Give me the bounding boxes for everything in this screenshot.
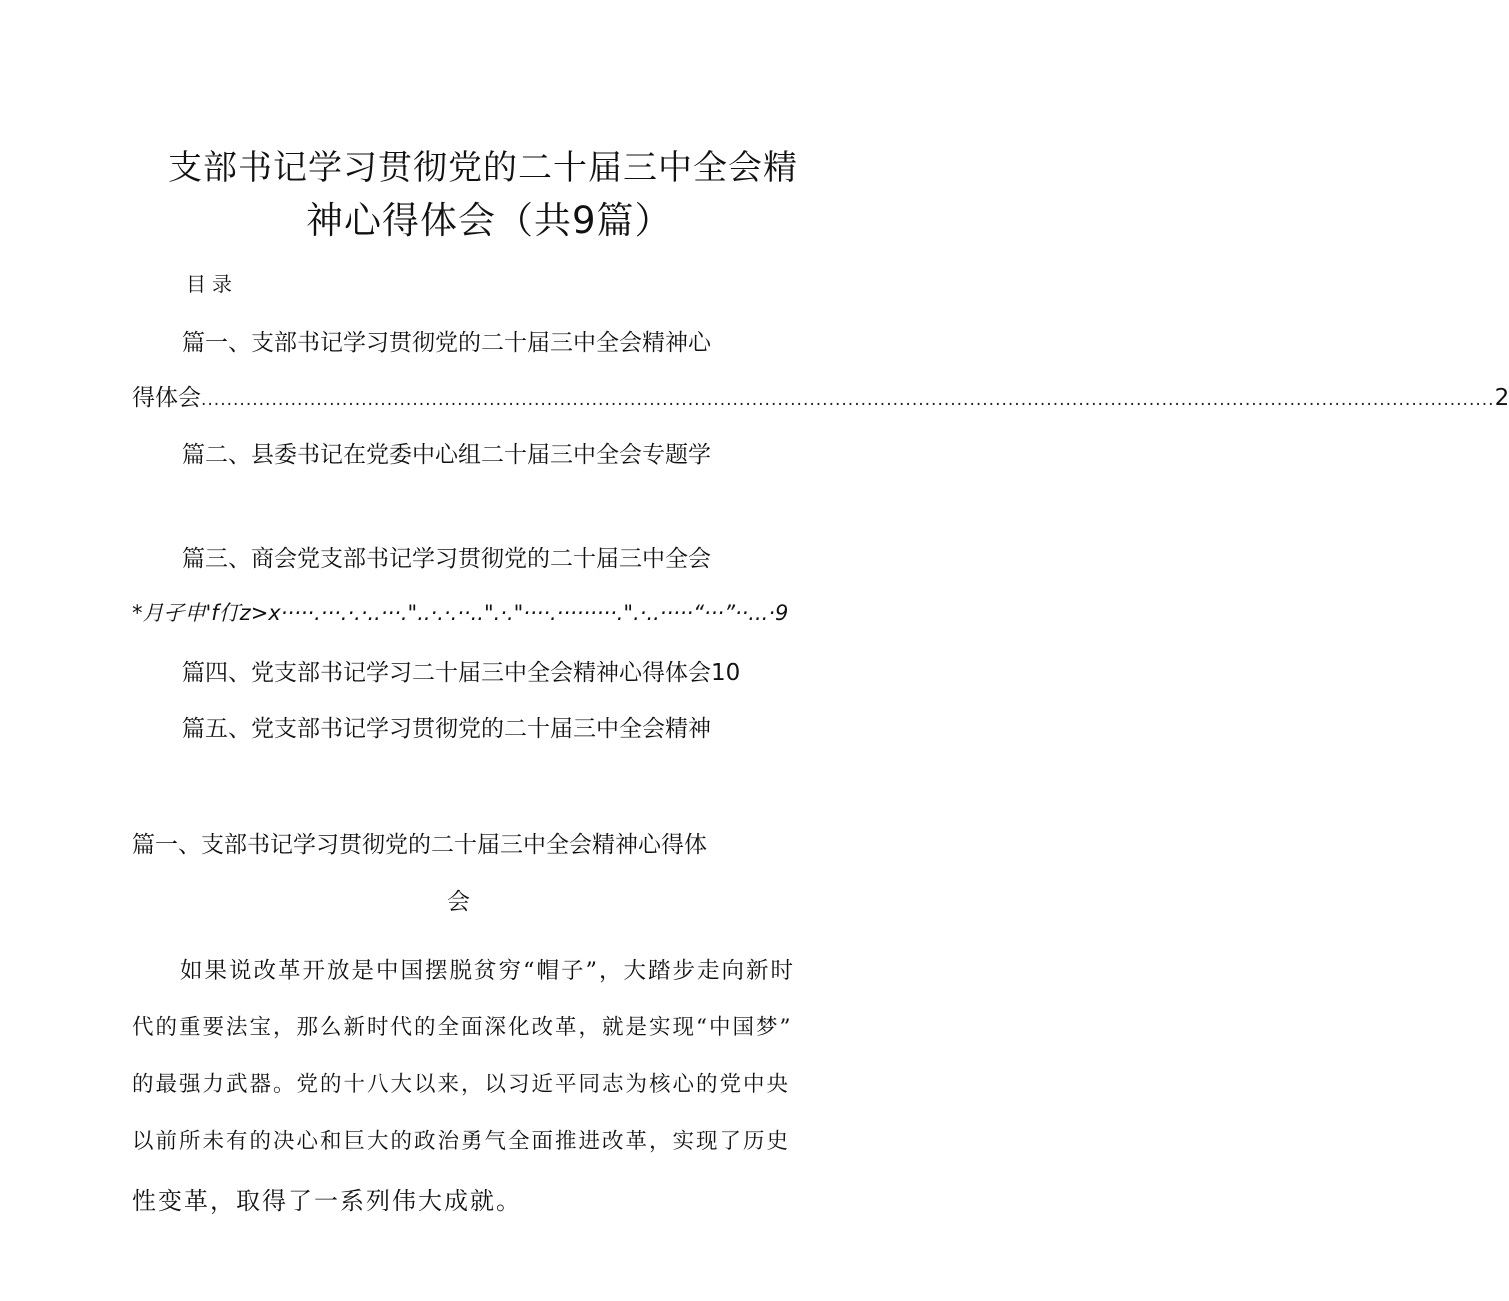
- paragraph-line-4: 以前所未有的决心和巨大的政治勇气全面推进改革，实现了历史: [132, 1129, 791, 1154]
- toc-entry-1-page: 2: [1494, 385, 1509, 411]
- toc-heading: 目录: [186, 272, 238, 296]
- toc-entry-3-line-2[interactable]: *月孑申'f仃z>x·····.···.·.·..···."..·.·.··..".·."····.·········.".·..·····“···”··...·9: [132, 601, 789, 625]
- document-title-line-2: 神心得体会（共9篇）: [306, 199, 673, 242]
- toc-entry-1-line-2[interactable]: [132, 379, 1509, 412]
- paragraph-line-5: 性变革，取得了一系列伟大成就。: [132, 1187, 522, 1215]
- toc-entry-1-line-1[interactable]: 篇一、支部书记学习贯彻党的二十届三中全会精神心: [182, 330, 711, 356]
- toc-dot-leader: ..........................................................................................................................................................................................................: [201, 390, 1495, 410]
- document-title-line-1: 支部书记学习贯彻党的二十届三中全会精: [168, 148, 798, 188]
- toc-entry-1-text: 得体会: [132, 385, 201, 411]
- paragraph-line-1: 如果说改革开放是中国摆脱贫穷“帽子”，大踏步走向新时: [180, 958, 796, 984]
- toc-entry-4[interactable]: 篇四、党支部书记学习二十届三中全会精神心得体会10: [182, 660, 741, 686]
- toc-entry-5[interactable]: 篇五、党支部书记学习贯彻党的二十届三中全会精神: [182, 716, 711, 742]
- paragraph-line-3: 的最强力武器。党的十八大以来，以习近平同志为核心的党中央: [132, 1072, 791, 1097]
- toc-entry-3-line-1[interactable]: 篇三、商会党支部书记学习贯彻党的二十届三中全会: [182, 546, 711, 572]
- toc-entry-2[interactable]: 篇二、县委书记在党委中心组二十届三中全会专题学: [182, 442, 711, 468]
- article-heading-line-2: 会: [447, 889, 470, 915]
- article-heading-line-1: 篇一、支部书记学习贯彻党的二十届三中全会精神心得体: [132, 832, 707, 858]
- paragraph-line-2: 代的重要法宝，那么新时代的全面深化改革，就是实现“中国梦”: [132, 1015, 793, 1040]
